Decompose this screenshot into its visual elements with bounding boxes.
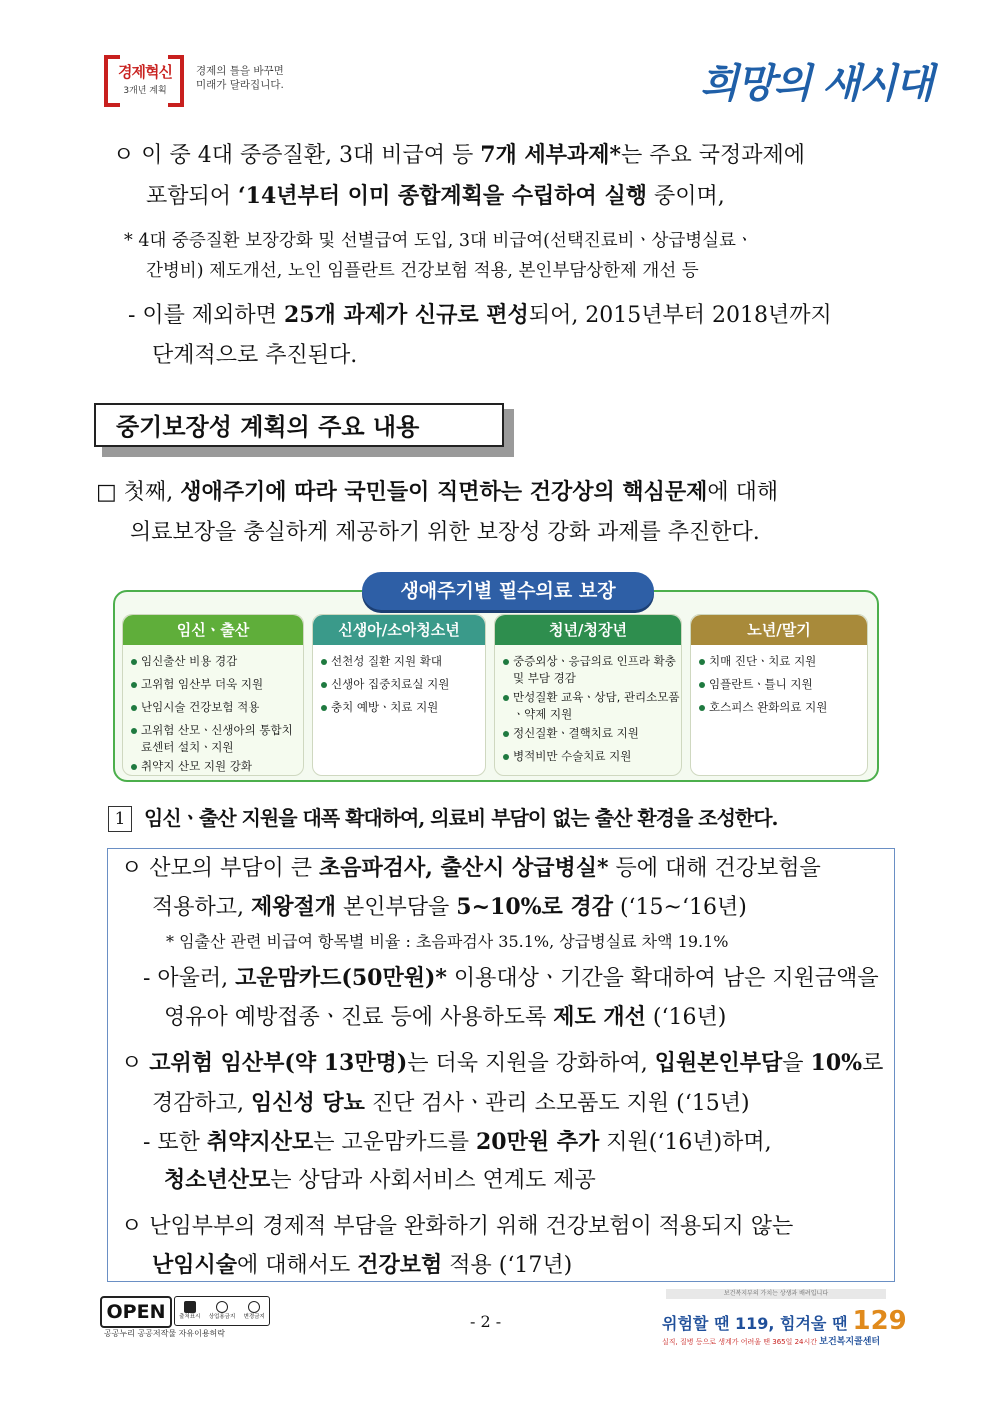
- intro-dash-1: - 이를 제외하면 25개 과제가 신규로 편성되어, 2015년부터 2018년까지: [128, 302, 832, 328]
- list-item: 고위험 임산부 더욱 지원: [129, 676, 299, 693]
- first-line1: □ 첫째, 생애주기에 따라 국민들이 직면하는 건강상의 핵심문제에 대해: [96, 479, 779, 505]
- list-item: 병적비만 수술치료 지원: [501, 748, 677, 765]
- list-item: 임플란트ㆍ틀니 지원: [697, 676, 863, 693]
- hotline-text: 위험할 땐 119, 힘겨울 땐: [662, 1314, 848, 1333]
- no-change-icon: [248, 1301, 260, 1313]
- item1-heading: 임신ㆍ출산 지원을 대폭 확대하여, 의료비 부담이 없는 출산 환경을 조성한다.: [144, 806, 778, 830]
- logo-sub-text: 3개년 계획: [123, 86, 167, 96]
- diagram-column-child: [312, 614, 486, 776]
- box-note-1: * 임출산 관련 비급여 항목별 비율 : 초음파검사 35.1%, 상급병실료 차액 19.1%: [166, 932, 729, 951]
- list-item: 호스피스 완화의료 지원: [697, 699, 863, 716]
- kogl-subtext: 공공누리 공공저작물 자유이용허락: [104, 1329, 226, 1338]
- intro-bullet-1-line2: 포함되어 ‘14년부터 이미 종합계획을 수립하여 실행 중이며,: [146, 183, 725, 209]
- call-center-name: 보건복지콜센터: [819, 1337, 881, 1347]
- section-title: 중기보장성 계획의 주요 내용: [94, 403, 504, 447]
- box-bullet-3: ㅇ 난임부부의 경제적 부담을 완화하기 위해 건강보험이 적용되지 않는: [121, 1214, 794, 1239]
- license-noderivs: 변경금지: [244, 1301, 265, 1321]
- hotline-number: 129: [852, 1306, 907, 1336]
- list-item: 중증외상ㆍ응급의료 인프라 확충 및 부담 경감: [501, 653, 681, 687]
- box-bullet-2-line2: 경감하고, 임신성 당뇨 진단 검사ㆍ관리 소모품도 지원 (‘15년): [152, 1090, 750, 1116]
- diagram-column-adult: [494, 614, 682, 776]
- license-attribution: 출처표시: [179, 1301, 200, 1321]
- box-dash-1: - 아울러, 고운맘카드(50만원)* 이용대상ㆍ기간을 확대하여 남은 지원금액을: [143, 965, 879, 991]
- box-bullet-1-line2: 적용하고, 제왕절개 본인부담을 5~10%로 경감 (‘15~‘16년): [152, 894, 747, 920]
- header-slogan: 경제의 틀을 바꾸면 미래가 달라집니다.: [196, 65, 284, 91]
- list-item: 만성질환 교육ㆍ상담, 관리소모품ㆍ약제 지원: [501, 689, 681, 723]
- diagram-column-pregnancy: [122, 614, 304, 776]
- logo-main-text: 경제혁신: [118, 63, 172, 81]
- no-money-icon: [216, 1301, 228, 1313]
- hotline-banner: [662, 1306, 907, 1347]
- kogl-open-badge: [100, 1296, 270, 1340]
- item-number-box: 1: [108, 806, 132, 832]
- box-bullet-3-line2: 난임시술에 대해서도 건강보험 적용 (‘17년): [152, 1252, 573, 1278]
- first-line2: 의료보장을 충실하게 제공하기 위한 보장성 강화 과제를 추진한다.: [130, 520, 760, 545]
- diagram-column-elderly: [690, 614, 868, 776]
- license-icons: [174, 1296, 270, 1326]
- footer-tagline: 보건복지부의 가치는 상생과 배려입니다: [666, 1289, 886, 1299]
- list-item: 정신질환ㆍ결핵치료 지원: [501, 725, 677, 742]
- diagram-title: 생애주기별 필수의료 보장: [362, 572, 654, 610]
- person-icon: [184, 1301, 196, 1313]
- list-item: 취약지 산모 지원 강화: [129, 758, 299, 775]
- license-noncommercial: 상업용금지: [209, 1301, 236, 1321]
- page-number: - 2 -: [470, 1312, 502, 1331]
- intro-dash-1-line2: 단계적으로 추진된다.: [152, 343, 358, 368]
- list-item: 충치 예방ㆍ치료 지원: [319, 699, 481, 716]
- column-head: 임신ㆍ출산: [123, 615, 303, 645]
- list-item: 치매 진단ㆍ치료 지원: [697, 653, 863, 670]
- list-item: 임신출산 비용 경감: [129, 653, 299, 670]
- box-dash-1-line2: 영유아 예방접종ㆍ진료 등에 사용하도록 제도 개선 (‘16년): [164, 1004, 727, 1030]
- hotline-subtext: 실직, 질병 등으로 생계가 어려울 땐 365일 24시간: [662, 1338, 818, 1346]
- column-head: 노년/말기: [691, 615, 867, 645]
- box-bullet-2: ㅇ 고위험 임산부(약 13만명)는 더욱 지원을 강화하여, 입원본인부담을 10%로: [121, 1050, 884, 1076]
- box-bullet-1: ㅇ 산모의 부담이 큰 초음파검사, 출산시 상급병실* 등에 대해 건강보험을: [121, 855, 821, 881]
- intro-note-line1: * 4대 중증질환 보장강화 및 선별급여 도입, 3대 비급여(선택진료비ㆍ상급병실료ㆍ: [124, 231, 753, 251]
- intro-note-line2: 간병비) 제도개선, 노인 임플란트 건강보험 적용, 본인부담상한제 개선 등: [146, 261, 699, 281]
- box-dash-2: - 또한 취약지산모는 고운맘카드를 20만원 추가 지원(‘16년)하며,: [143, 1129, 772, 1155]
- list-item: 난임시술 건강보험 적용: [129, 699, 299, 716]
- economic-innovation-logo: [104, 55, 184, 103]
- list-item: 고위험 산모ㆍ신생아의 통합치료센터 설치ㆍ지원: [129, 722, 301, 756]
- column-head: 청년/청장년: [495, 615, 681, 645]
- column-head: 신생아/소아청소년: [313, 615, 485, 645]
- brand-logo: 희망의 새시대: [700, 61, 932, 107]
- box-dash-2-line2: 청소년산모는 상담과 사회서비스 연계도 제공: [164, 1167, 596, 1193]
- list-item: 선천성 질환 지원 확대: [319, 653, 481, 670]
- list-item: 신생아 집중치료실 지원: [319, 676, 481, 693]
- intro-bullet-1: ㅇ 이 중 4대 중증질환, 3대 비급여 등 7개 세부과제*는 주요 국정과제에: [113, 142, 805, 168]
- open-label: OPEN: [100, 1296, 172, 1328]
